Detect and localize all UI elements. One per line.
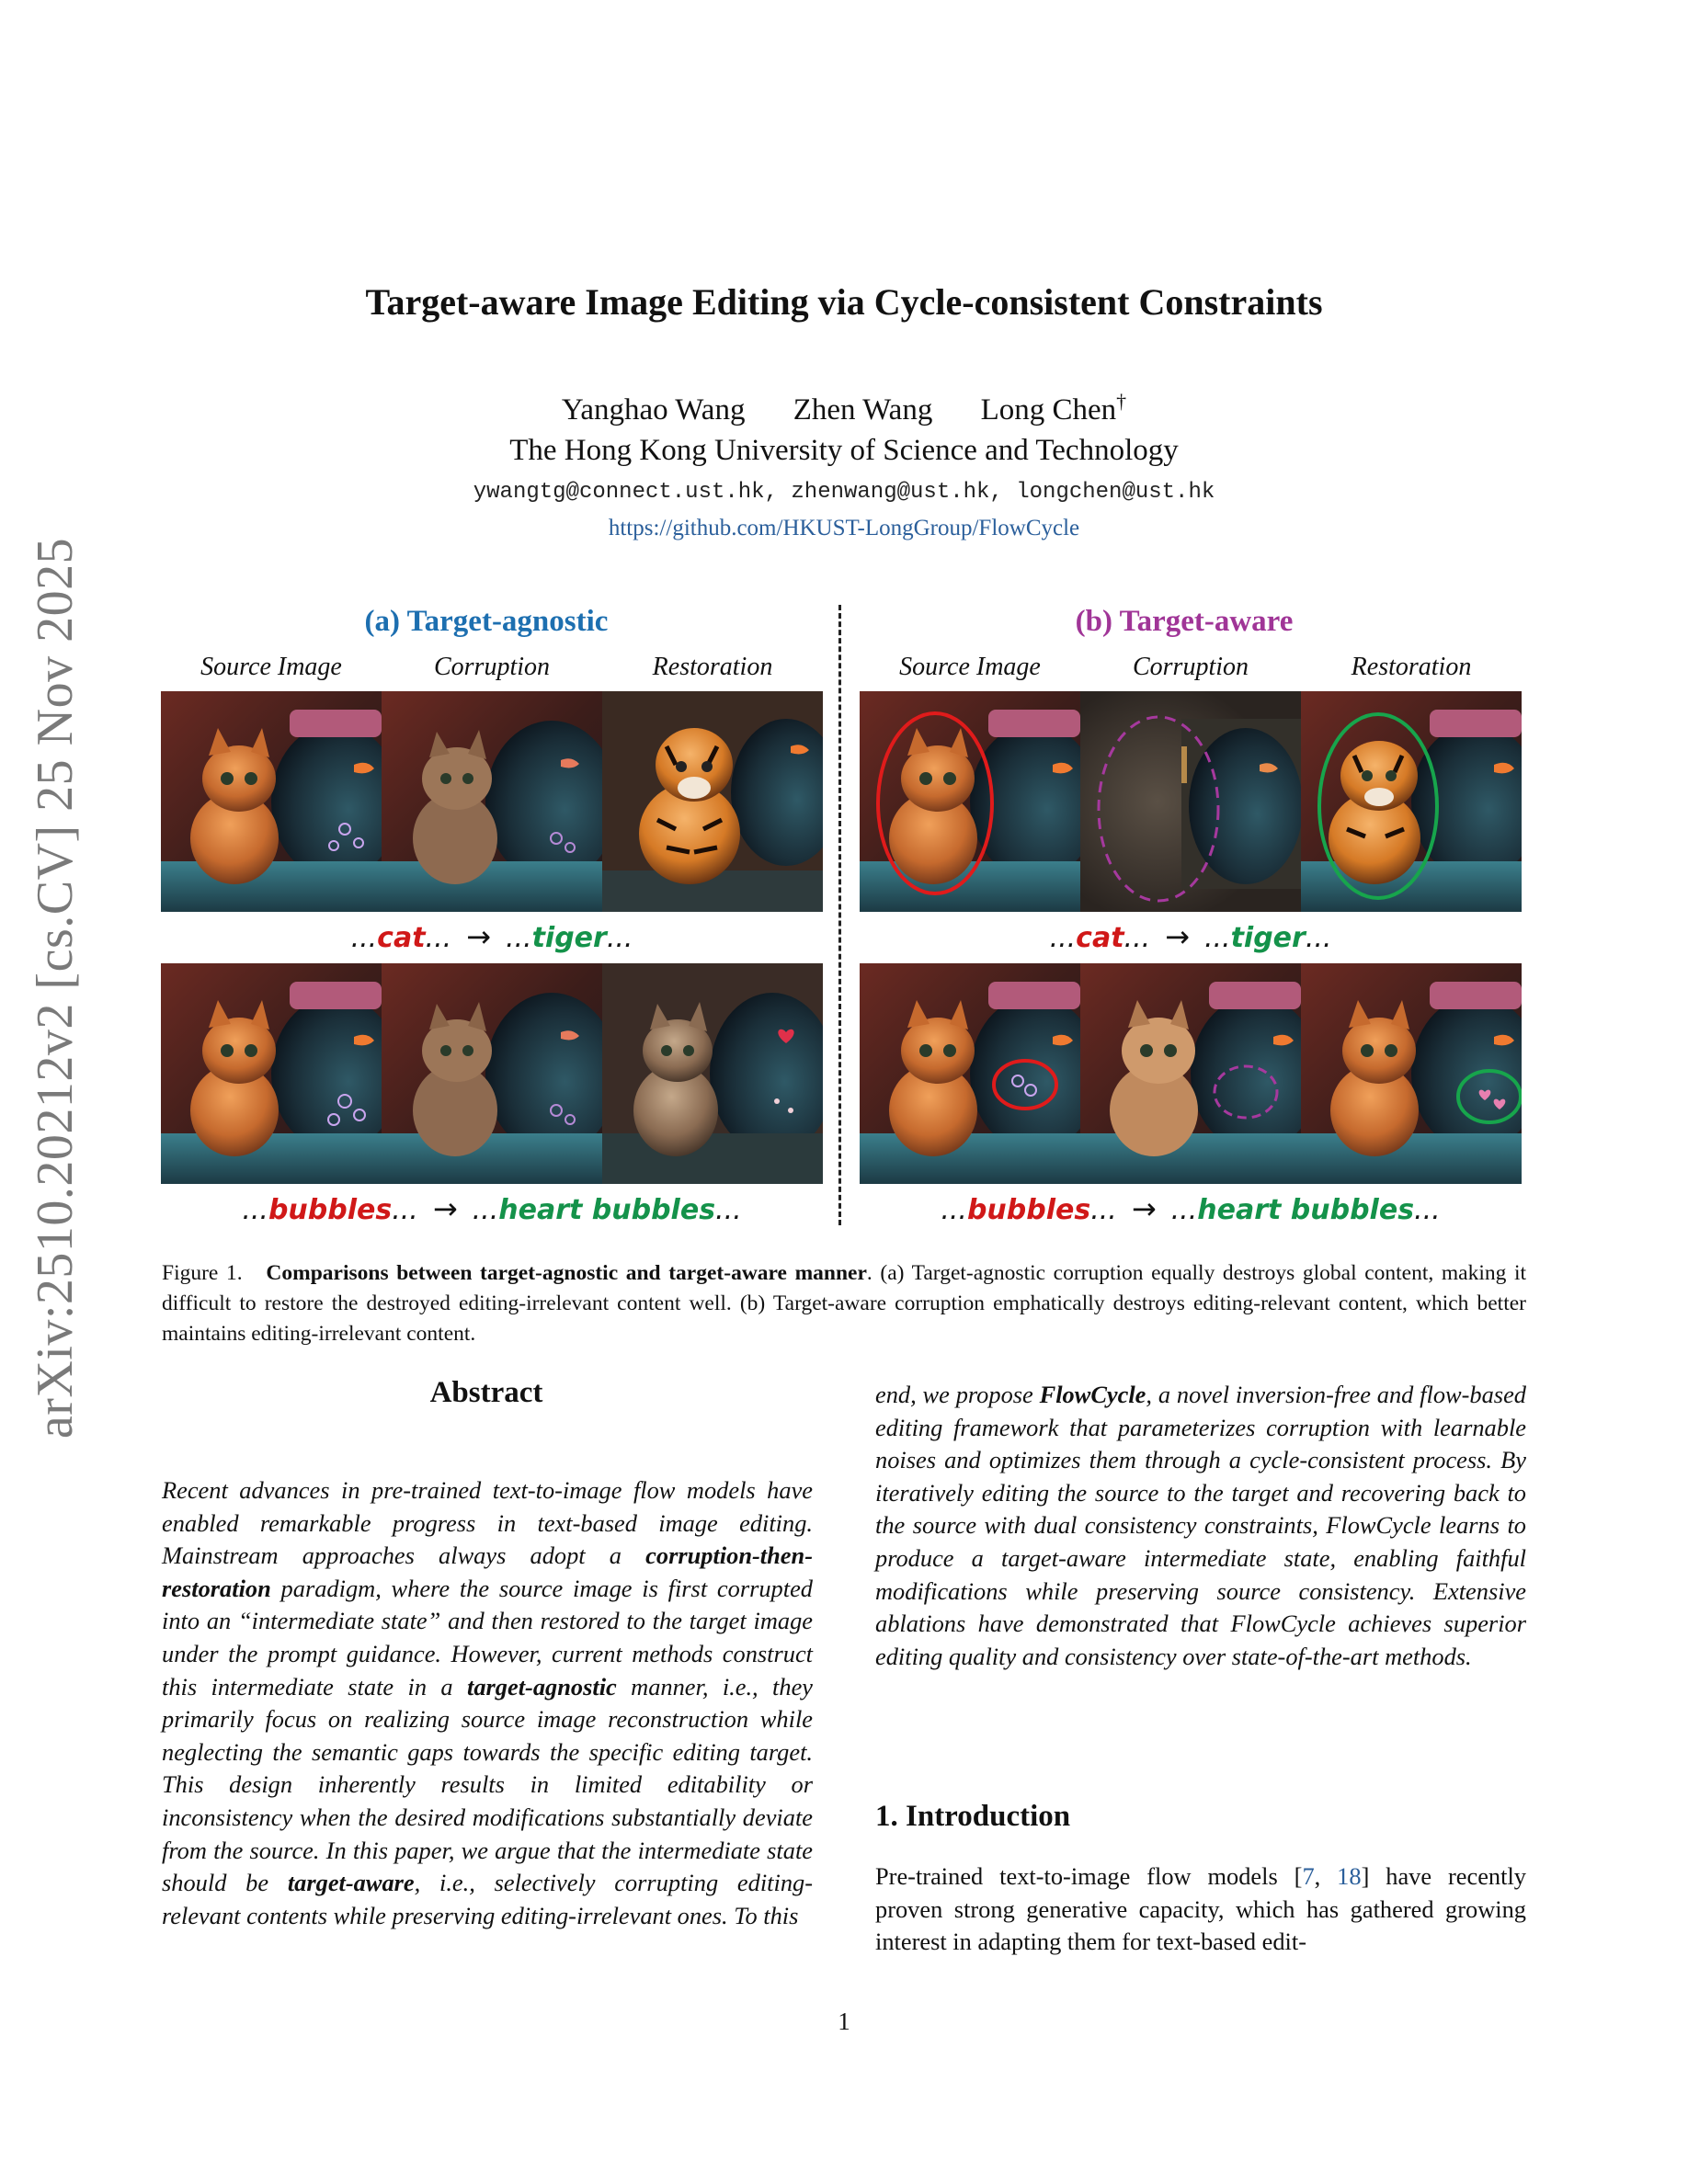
- corruption-image: [382, 691, 602, 912]
- restoration-image-heart-bubbles: [602, 963, 823, 1184]
- method-name: FlowCycle: [1039, 1381, 1146, 1408]
- author-list: [0, 390, 1688, 427]
- ellipsis: ...: [1414, 1194, 1441, 1226]
- column-label-restoration: Restoration: [1351, 653, 1472, 681]
- target-word: tiger: [531, 922, 607, 954]
- column-label-source: Source Image: [200, 653, 342, 681]
- restoration-image-heart-bubbles: [1301, 963, 1522, 1184]
- target-word: heart bubbles: [1197, 1194, 1415, 1226]
- ellipsis: ...: [715, 1194, 742, 1226]
- abstract-text-right: [875, 1379, 1526, 1673]
- corresponding-mark: †: [1116, 390, 1127, 413]
- citation-link[interactable]: 7: [1302, 1862, 1315, 1890]
- panel-a-title: (a) Target-agnostic: [364, 605, 609, 638]
- source-image-cat: [161, 691, 382, 912]
- column-label-corruption: Corruption: [433, 653, 551, 681]
- target-word: heart bubbles: [498, 1194, 716, 1226]
- abstract-emphasis: corruption-then-restoration: [162, 1541, 813, 1602]
- ellipsis: ...: [1049, 922, 1077, 954]
- introduction-text: [875, 1860, 1526, 1959]
- intro-sentence: Pre-trained text-to-image flow models [: [875, 1862, 1303, 1890]
- intro-sentence: ,: [1314, 1862, 1338, 1890]
- column-label-restoration: Restoration: [652, 653, 773, 681]
- restoration-image-tiger: [1301, 691, 1522, 912]
- affiliation: The Hong Kong University of Science and Technology: [509, 434, 1179, 467]
- source-image-bubbles: [161, 963, 382, 1184]
- abstract-sentence: manner, i.e., they primarily focus on realizing source image reconstruction while neglecting the semantic gaps towards the specific editing target. This design inherently results in limited editability or inconsistency when the desired modifications substantially deviate from the source. In this paper, we argue that the intermediate state should be: [162, 1672, 813, 1897]
- ellipsis: ...: [505, 922, 532, 954]
- abstract-heading: Abstract: [429, 1376, 543, 1409]
- author-name: Zhen Wang: [793, 393, 933, 427]
- author-name: [980, 390, 1127, 427]
- column-label-corruption: Corruption: [1132, 653, 1249, 681]
- author-name-text: Long Chen: [980, 393, 1117, 427]
- repository-link[interactable]: https://github.com/HKUST-LongGroup/FlowCycle: [608, 516, 1080, 540]
- ellipsis: ...: [1203, 922, 1231, 954]
- section-heading: 1. Introduction: [875, 1800, 1071, 1833]
- prompt-bubbles-to-heart-bubbles: [161, 1191, 823, 1226]
- arrow-icon: →: [1131, 1191, 1157, 1226]
- abstract-sentence: paradigm, where the source image is first corrupted into an “intermediate state” and then restored to the target image under the prompt guidance. However, current methods construct this intermediate state in a: [162, 1574, 813, 1701]
- restoration-image-tiger: [602, 691, 823, 912]
- prompt-cat-to-tiger: [860, 919, 1522, 954]
- author-name: Yanghao Wang: [561, 393, 746, 427]
- prompt-bubbles-to-heart-bubbles: [860, 1191, 1522, 1226]
- intro-sentence: ] have recently proven strong generative capacity, which has gathered growing interest in adapting them for text-based edit-: [875, 1862, 1526, 1956]
- abstract-emphasis: target-agnostic: [467, 1672, 617, 1701]
- paper-title: Target-aware Image Editing via Cycle-consistent Constraints: [365, 281, 1323, 323]
- source-word: bubbles: [966, 1194, 1091, 1226]
- corruption-image: [382, 963, 602, 1184]
- source-image-cat: [860, 691, 1080, 912]
- source-image-bubbles: [860, 963, 1080, 1184]
- arxiv-stamp: arXiv:2510.20212v2 [cs.CV] 25 Nov 2025: [27, 537, 84, 1439]
- abstract-sentence: Recent advances in pre-trained text-to-image flow models have enabled remarkable progress in text-based image editing. Mainstream approaches always adopt a: [162, 1476, 813, 1570]
- ellipsis: ...: [941, 1194, 967, 1226]
- abstract-emphasis: target-aware: [287, 1869, 415, 1897]
- ellipsis: ...: [1090, 1194, 1117, 1226]
- ellipsis: ...: [1170, 1194, 1198, 1226]
- page-number: 1: [838, 2008, 850, 2035]
- source-word: cat: [377, 922, 426, 954]
- ellipsis: ...: [606, 922, 633, 954]
- caption-text: . (a) Target-agnostic corruption equally destroys global content, making it difficult to restore the destroyed editing-irrelevant content well. (b) Target-aware corruption emphatically destroys editing-relevant content, which better maintains editing-irrelevant content.: [162, 1261, 1527, 1346]
- ellipsis: ...: [425, 922, 452, 954]
- corruption-image: [1080, 691, 1301, 912]
- abstract-sentence: , i.e., selectively corrupting editing-relevant contents while preserving editing-irrelevant ones. To this: [162, 1869, 813, 1929]
- ellipsis: ...: [1305, 922, 1332, 954]
- abstract-text-left: [162, 1474, 813, 1932]
- corruption-image: [1080, 963, 1301, 1184]
- panel-divider: [838, 605, 841, 1225]
- ellipsis: ...: [242, 1194, 268, 1226]
- abstract-sentence: , a novel inversion-free and flow-based editing framework that parameterizes corruption with learnable noises and optimizes them through a cycle-consistent process. By iteratively editing the source to the target and recovering back to the source with dual consistency constraints, FlowCycle learns to produce a target-aware intermediate state, enabling faithful modifications while preserving source consistency. Extensive ablations have demonstrated that FlowCycle achieves superior editing quality and consistency over state-of-the-art methods.: [875, 1381, 1526, 1670]
- caption-bold: Comparisons between target-agnostic and target-aware manner: [266, 1261, 867, 1285]
- abstract-sentence: end, we propose: [875, 1381, 1040, 1408]
- panel-b-title: (b) Target-aware: [1075, 605, 1294, 638]
- arrow-icon: →: [1165, 919, 1190, 954]
- target-word: tiger: [1230, 922, 1306, 954]
- ellipsis: ...: [1123, 922, 1151, 954]
- arrow-icon: →: [466, 919, 491, 954]
- source-word: bubbles: [268, 1194, 393, 1226]
- prompt-cat-to-tiger: [161, 919, 823, 954]
- arrow-icon: →: [432, 1191, 458, 1226]
- column-label-source: Source Image: [899, 653, 1041, 681]
- ellipsis: ...: [350, 922, 378, 954]
- figure-caption: [162, 1258, 1526, 1349]
- source-word: cat: [1076, 922, 1124, 954]
- ellipsis: ...: [472, 1194, 499, 1226]
- figure-label: Figure 1.: [162, 1261, 243, 1285]
- author-emails: ywangtg@connect.ust.hk, zhenwang@ust.hk, longchen@ust.hk: [473, 480, 1215, 505]
- ellipsis: ...: [392, 1194, 418, 1226]
- citation-link[interactable]: 18: [1337, 1862, 1362, 1890]
